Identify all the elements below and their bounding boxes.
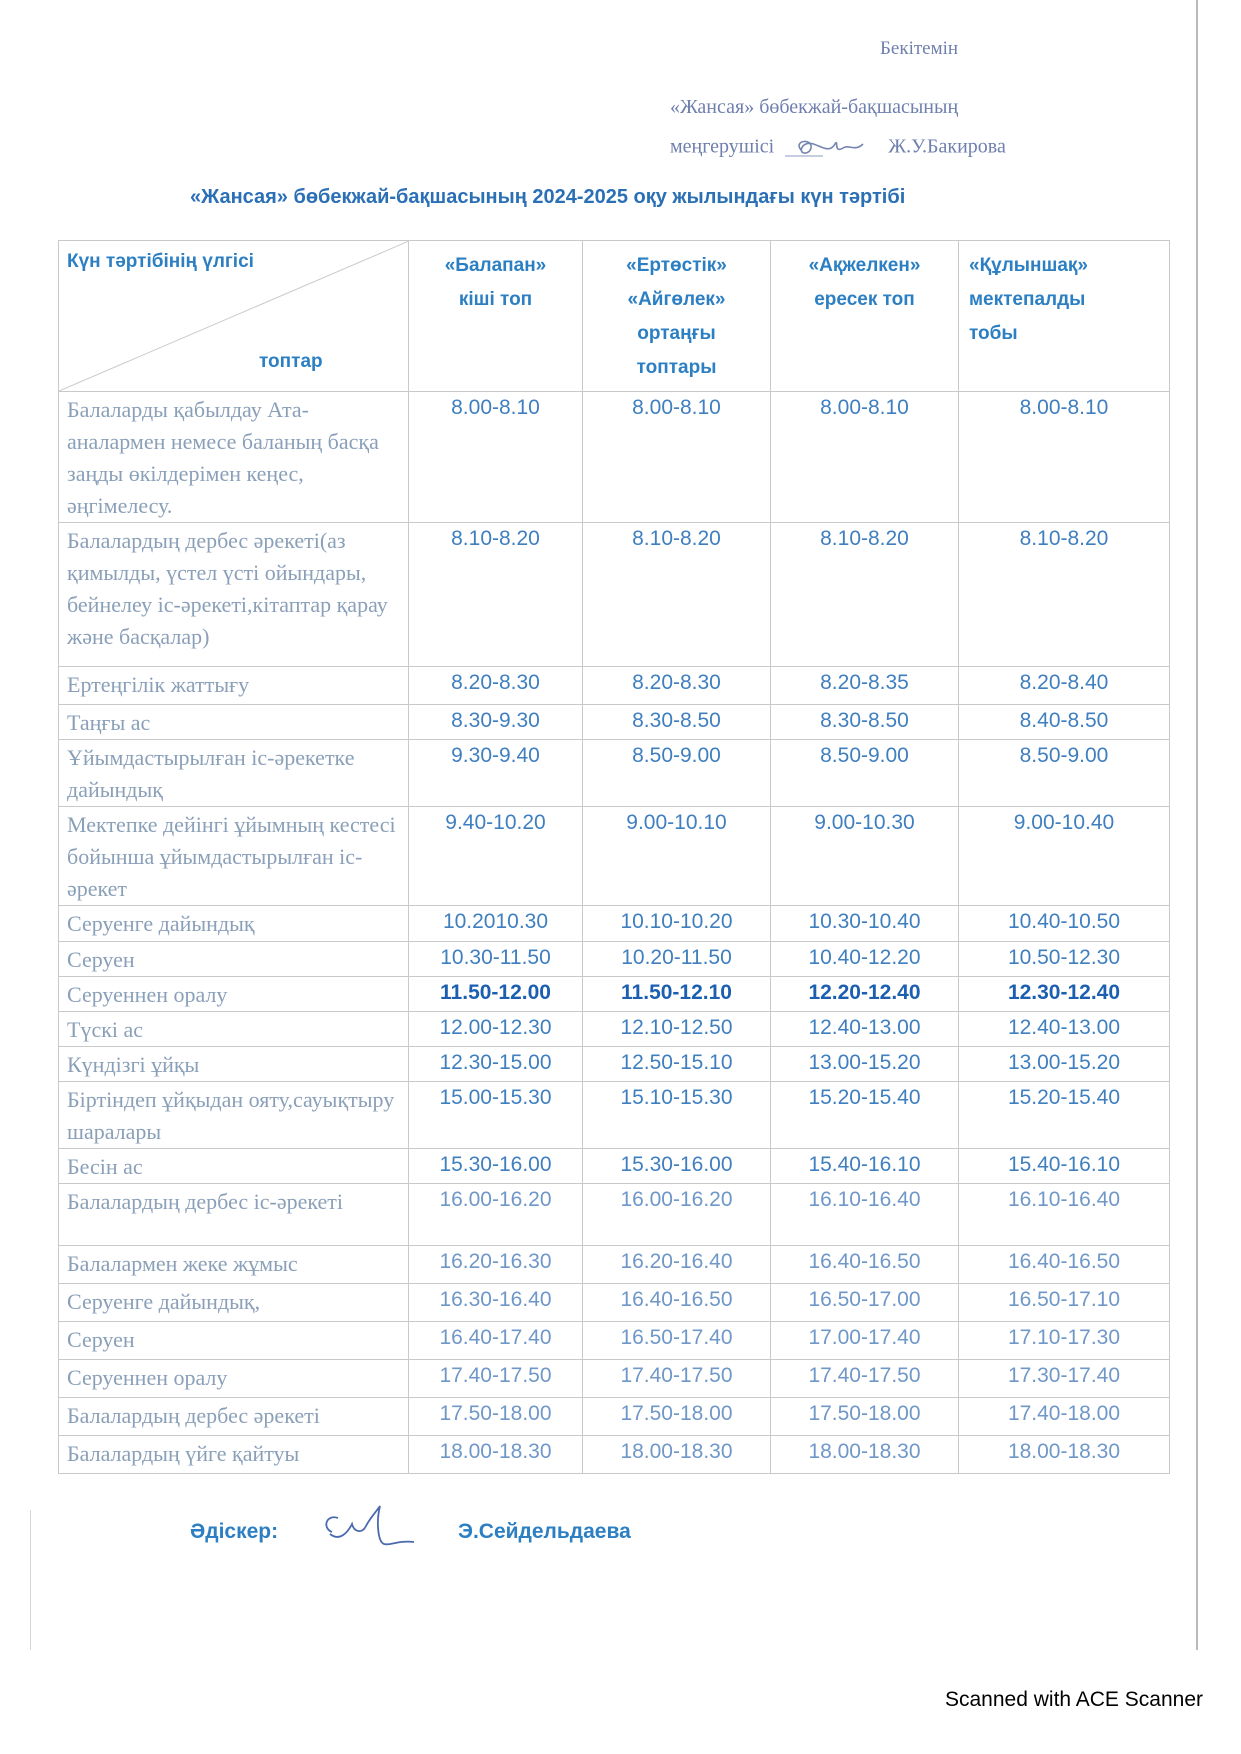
time-cell-group-1: 12.30-15.00 [409, 1047, 583, 1082]
activity-cell: Серуенге дайындық [59, 906, 409, 942]
time-cell-group-1: 10.2010.30 [409, 906, 583, 942]
time-cell-group-3: 16.10-16.40 [771, 1184, 959, 1246]
time-cell-group-2: 18.00-18.30 [583, 1436, 771, 1474]
activity-cell: Балаларды қабылдау Ата-аналармен немесе баланың басқа заңды өкілдерімен кеңес, әңгімелесу. [59, 392, 409, 523]
time-cell-group-1: 8.10-8.20 [409, 523, 583, 667]
time-cell-group-1: 11.50-12.00 [409, 977, 583, 1012]
time-cell-group-2: 11.50-12.10 [583, 977, 771, 1012]
time-cell-group-2: 8.20-8.30 [583, 667, 771, 705]
group-1-line-1: «Балапан» [444, 255, 547, 276]
time-cell-group-3: 8.00-8.10 [771, 392, 959, 523]
table-row [59, 740, 1170, 807]
group-2-line-2: «Айгөлек» [627, 289, 726, 310]
time-cell-group-1: 9.40-10.20 [409, 807, 583, 906]
methodist-signature-icon [318, 1502, 428, 1552]
time-cell-group-4: 16.50-17.10 [959, 1284, 1170, 1322]
document-title: «Жансая» бөбекжай-бақшасының 2024-2025 оқу жылындағы күн тәртібі [190, 186, 906, 208]
table-row [59, 1012, 1170, 1047]
time-cell-group-4: 8.00-8.10 [959, 392, 1170, 523]
time-cell-group-2: 8.50-9.00 [583, 740, 771, 807]
time-cell-group-1: 16.40-17.40 [409, 1322, 583, 1360]
paper-edge-left [30, 1510, 31, 1650]
table-row [59, 1149, 1170, 1184]
activity-cell: Мектепке дейінгі ұйымның кестесі бойынша ұйымдастырылған іс-әрекет [59, 807, 409, 906]
time-cell-group-3: 12.40-13.00 [771, 1012, 959, 1047]
table-row [59, 1436, 1170, 1474]
header-corner-bottom: топтар [259, 351, 323, 372]
time-cell-group-4: 17.40-18.00 [959, 1398, 1170, 1436]
group-2-line-3: ортаңғы [637, 323, 716, 344]
table-row [59, 942, 1170, 977]
time-cell-group-4: 16.10-16.40 [959, 1184, 1170, 1246]
group-4-line-3: тобы [969, 323, 1018, 344]
group-3-line-1: «Ақжелкен» [808, 255, 921, 276]
time-cell-group-4: 10.50-12.30 [959, 942, 1170, 977]
time-cell-group-2: 9.00-10.10 [583, 807, 771, 906]
activity-cell: Біртіндеп ұйқыдан ояту,сауықтыру шаралары [59, 1082, 409, 1149]
table-row [59, 906, 1170, 942]
activity-cell: Балалардың дербес әрекеті [59, 1398, 409, 1436]
time-cell-group-2: 17.40-17.50 [583, 1360, 771, 1398]
time-cell-group-2: 10.10-10.20 [583, 906, 771, 942]
methodist-label: Әдіскер: [190, 1520, 279, 1543]
time-cell-group-1: 15.30-16.00 [409, 1149, 583, 1184]
time-cell-group-4: 9.00-10.40 [959, 807, 1170, 906]
head-signature-icon [783, 134, 879, 162]
time-cell-group-4: 12.30-12.40 [959, 977, 1170, 1012]
paper-edge-right [1196, 0, 1198, 1650]
time-cell-group-3: 9.00-10.30 [771, 807, 959, 906]
group-2-line-1: «Ертөстік» [626, 255, 727, 276]
time-cell-group-3: 17.40-17.50 [771, 1360, 959, 1398]
time-cell-group-4: 17.30-17.40 [959, 1360, 1170, 1398]
time-cell-group-2: 17.50-18.00 [583, 1398, 771, 1436]
time-cell-group-3: 13.00-15.20 [771, 1047, 959, 1082]
time-cell-group-4: 15.20-15.40 [959, 1082, 1170, 1149]
time-cell-group-2: 8.30-8.50 [583, 705, 771, 740]
daily-schedule-table [58, 240, 1170, 1474]
table-header-row [59, 241, 1170, 392]
time-cell-group-3: 16.50-17.00 [771, 1284, 959, 1322]
time-cell-group-1: 16.30-16.40 [409, 1284, 583, 1322]
time-cell-group-3: 8.50-9.00 [771, 740, 959, 807]
table-row [59, 1322, 1170, 1360]
group-4-line-2: мектепалды [969, 289, 1086, 310]
time-cell-group-4: 8.40-8.50 [959, 705, 1170, 740]
header-corner-top: Күн тәртібінің үлгісі [67, 251, 254, 272]
time-cell-group-3: 18.00-18.30 [771, 1436, 959, 1474]
time-cell-group-4: 12.40-13.00 [959, 1012, 1170, 1047]
group-header-3 [771, 241, 959, 392]
table-row [59, 1284, 1170, 1322]
methodist-name: Э.Сейдельдаева [458, 1520, 631, 1543]
activity-cell: Серуен [59, 942, 409, 977]
approval-title: Бекітемін [880, 38, 959, 59]
time-cell-group-2: 8.00-8.10 [583, 392, 771, 523]
time-cell-group-2: 12.10-12.50 [583, 1012, 771, 1047]
time-cell-group-1: 8.00-8.10 [409, 392, 583, 523]
time-cell-group-4: 13.00-15.20 [959, 1047, 1170, 1082]
time-cell-group-3: 15.40-16.10 [771, 1149, 959, 1184]
time-cell-group-4: 16.40-16.50 [959, 1246, 1170, 1284]
time-cell-group-4: 8.20-8.40 [959, 667, 1170, 705]
time-cell-group-2: 16.40-16.50 [583, 1284, 771, 1322]
time-cell-group-1: 18.00-18.30 [409, 1436, 583, 1474]
group-2-line-4: топтары [636, 357, 717, 378]
table-row [59, 705, 1170, 740]
time-cell-group-1: 17.50-18.00 [409, 1398, 583, 1436]
time-cell-group-3: 12.20-12.40 [771, 977, 959, 1012]
time-cell-group-4: 18.00-18.30 [959, 1436, 1170, 1474]
time-cell-group-3: 10.30-10.40 [771, 906, 959, 942]
scanner-watermark: Scanned with ACE Scanner [945, 1688, 1203, 1711]
time-cell-group-3: 8.10-8.20 [771, 523, 959, 667]
table-row [59, 977, 1170, 1012]
time-cell-group-1: 12.00-12.30 [409, 1012, 583, 1047]
table-row [59, 523, 1170, 667]
activity-cell: Балалардың дербес әрекеті(аз қимылды, үстел үсті ойындары, бейнелеу іс-әрекеті,кітаптар қарау және басқалар) [59, 523, 409, 667]
activity-cell: Серуен [59, 1322, 409, 1360]
time-cell-group-2: 15.10-15.30 [583, 1082, 771, 1149]
time-cell-group-2: 16.00-16.20 [583, 1184, 771, 1246]
table-row [59, 1184, 1170, 1246]
activity-cell: Күндізгі ұйқы [59, 1047, 409, 1082]
time-cell-group-2: 12.50-15.10 [583, 1047, 771, 1082]
activity-cell: Серуеннен оралу [59, 1360, 409, 1398]
time-cell-group-4: 10.40-10.50 [959, 906, 1170, 942]
time-cell-group-2: 16.50-17.40 [583, 1322, 771, 1360]
group-3-line-2: ересек топ [814, 289, 915, 310]
activity-cell: Ұйымдастырылған іс-әрекетке дайындық [59, 740, 409, 807]
group-4-line-1: «Құлыншақ» [969, 255, 1088, 276]
time-cell-group-2: 10.20-11.50 [583, 942, 771, 977]
time-cell-group-4: 15.40-16.10 [959, 1149, 1170, 1184]
time-cell-group-1: 9.30-9.40 [409, 740, 583, 807]
time-cell-group-3: 16.40-16.50 [771, 1246, 959, 1284]
activity-cell: Серуенге дайындық, [59, 1284, 409, 1322]
schedule-body [59, 392, 1170, 1474]
time-cell-group-1: 16.00-16.20 [409, 1184, 583, 1246]
time-cell-group-3: 17.50-18.00 [771, 1398, 959, 1436]
time-cell-group-3: 15.20-15.40 [771, 1082, 959, 1149]
time-cell-group-4: 8.50-9.00 [959, 740, 1170, 807]
time-cell-group-3: 8.20-8.35 [771, 667, 959, 705]
activity-cell: Балалармен жеке жұмыс [59, 1246, 409, 1284]
table-row [59, 1360, 1170, 1398]
time-cell-group-2: 16.20-16.40 [583, 1246, 771, 1284]
approval-head-line [670, 134, 1006, 162]
time-cell-group-3: 10.40-12.20 [771, 942, 959, 977]
time-cell-group-1: 16.20-16.30 [409, 1246, 583, 1284]
group-header-4 [959, 241, 1170, 392]
time-cell-group-3: 8.30-8.50 [771, 705, 959, 740]
approval-head-name: Ж.У.Бакирова [888, 135, 1006, 158]
time-cell-group-3: 17.00-17.40 [771, 1322, 959, 1360]
approval-head-label: меңгерушісі [670, 135, 775, 158]
time-cell-group-2: 15.30-16.00 [583, 1149, 771, 1184]
activity-cell: Бесін ас [59, 1149, 409, 1184]
activity-cell: Серуеннен оралу [59, 977, 409, 1012]
table-row [59, 667, 1170, 705]
time-cell-group-4: 8.10-8.20 [959, 523, 1170, 667]
time-cell-group-2: 8.10-8.20 [583, 523, 771, 667]
time-cell-group-1: 15.00-15.30 [409, 1082, 583, 1149]
group-header-1 [409, 241, 583, 392]
activity-cell: Балалардың үйге қайтуы [59, 1436, 409, 1474]
table-row [59, 807, 1170, 906]
header-corner-cell [59, 241, 409, 392]
table-row [59, 392, 1170, 523]
activity-cell: Түскі ас [59, 1012, 409, 1047]
table-row [59, 1047, 1170, 1082]
table-row [59, 1082, 1170, 1149]
activity-cell: Ертеңгілік жаттығу [59, 667, 409, 705]
group-1-line-2: кіші топ [458, 289, 533, 310]
activity-cell: Балалардың дербес іс-әрекеті [59, 1184, 409, 1246]
activity-cell: Таңғы ас [59, 705, 409, 740]
time-cell-group-1: 17.40-17.50 [409, 1360, 583, 1398]
time-cell-group-1: 10.30-11.50 [409, 942, 583, 977]
time-cell-group-4: 17.10-17.30 [959, 1322, 1170, 1360]
time-cell-group-1: 8.30-9.30 [409, 705, 583, 740]
table-row [59, 1246, 1170, 1284]
approval-organization: «Жансая» бөбекжай-бақшасының [670, 96, 959, 118]
time-cell-group-1: 8.20-8.30 [409, 667, 583, 705]
group-header-2 [583, 241, 771, 392]
table-row [59, 1398, 1170, 1436]
